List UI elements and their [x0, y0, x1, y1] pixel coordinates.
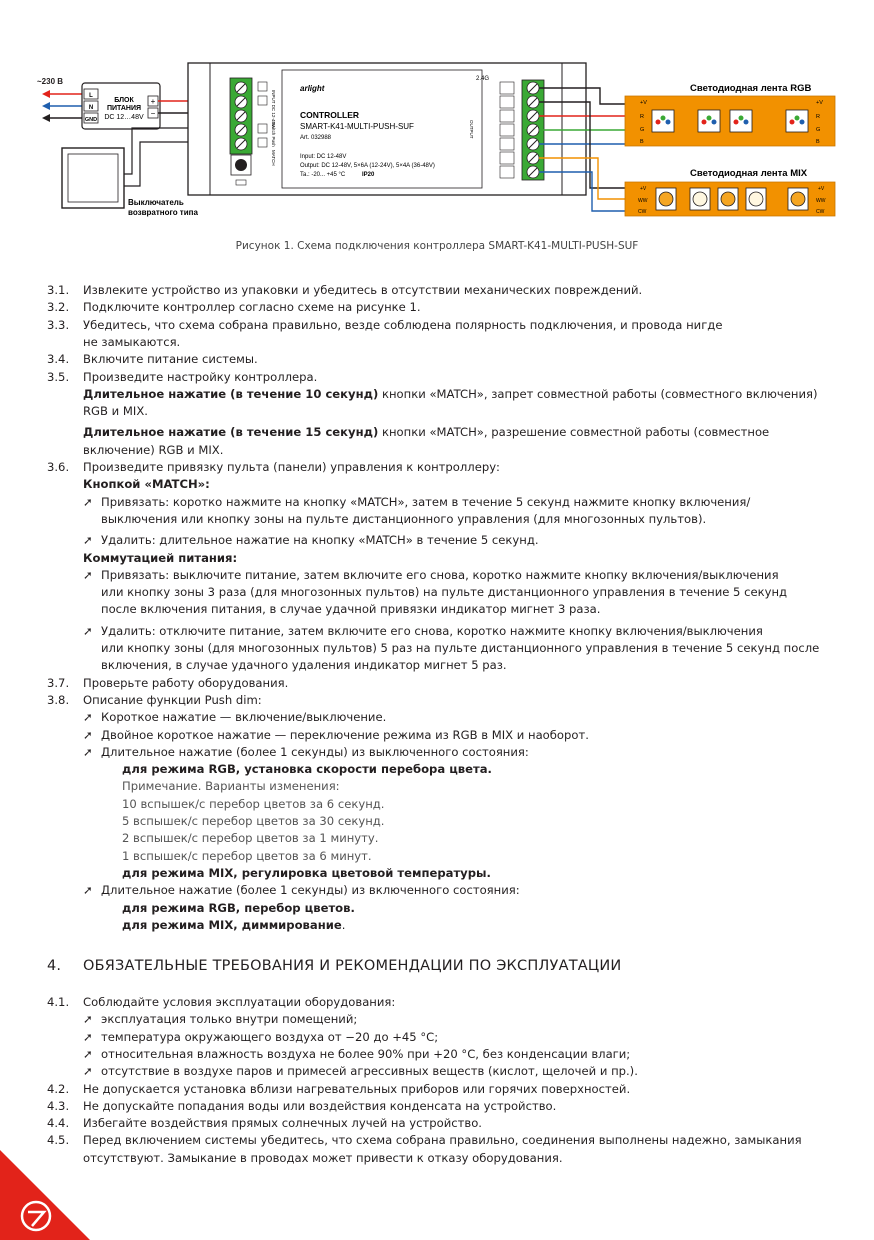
- push-switch: [62, 148, 198, 217]
- mix-strip-label: Светодиодная лента MIX: [690, 168, 808, 179]
- rgb-pin-v-right: +V: [816, 100, 823, 106]
- rgb-led-strip: [625, 96, 835, 146]
- mix-pin-cw-left: CW: [638, 209, 647, 215]
- switch-label-2: возвратного типа: [128, 208, 198, 217]
- arrow-bullet-icon: ➚: [83, 744, 93, 759]
- arrow-bullet-icon: ➚: [83, 1029, 93, 1044]
- psu-pin-L: L: [89, 93, 93, 99]
- output-side-label: OUTPUT: [469, 120, 474, 139]
- rgb-pin-r-right: R: [816, 114, 820, 120]
- mix-led-strip: [625, 182, 835, 216]
- mix-pin-ww-left: WW: [638, 198, 648, 204]
- mix-pin-cw-right: CW: [816, 209, 825, 215]
- section-heading: 4. ОБЯЗАТЕЛЬНЫЕ ТРЕБОВАНИЯ И РЕКОМЕНДАЦИИ ПО ЭКСПЛУАТАЦИИ: [47, 958, 622, 974]
- mix-pin-v-left: +V: [640, 186, 647, 192]
- controller-art: Art. 032988: [300, 135, 332, 141]
- arrow-bullet-icon: ➚: [83, 1046, 93, 1061]
- mains-label: ~230 В: [37, 77, 64, 86]
- switch-side-label: Switch Push: [271, 122, 276, 147]
- power-supply-block: [82, 83, 160, 129]
- arrow-bullet-icon: ➚: [83, 623, 93, 638]
- controller-device: [188, 63, 586, 195]
- arrow-bullet-icon: ➚: [83, 1064, 93, 1079]
- arrow-bullet-icon: ➚: [83, 533, 93, 548]
- match-side-label: MATCH: [271, 150, 276, 166]
- controller-output-spec: Output: DC 12-48V, 5×6A (12-24V), 5×4A (36-48V): [300, 163, 435, 169]
- arrow-bullet-icon: ➚: [83, 494, 93, 509]
- rgb-pin-v-left: +V: [640, 100, 647, 106]
- controller-input-spec: Input: DC 12-48V: [300, 154, 347, 160]
- arrow-bullet-icon: ➚: [83, 710, 93, 725]
- psu-plus: +: [150, 97, 156, 106]
- freq-label: 2.4G: [476, 76, 490, 82]
- input-side-label: INPUT DC 12-48V: [271, 90, 276, 127]
- connection-diagram: [0, 0, 874, 235]
- rgb-pin-b-left: B: [640, 139, 644, 145]
- psu-pin-N: N: [88, 105, 94, 111]
- controller-model: SMART-K41-MULTI-PUSH-SUF: [300, 122, 414, 131]
- controller-temp-spec: Ta.: -20... +45 °C: [300, 172, 346, 178]
- rgb-pin-b-right: B: [816, 139, 820, 145]
- corner-logo-icon: [0, 1150, 90, 1240]
- arrow-bullet-icon: ➚: [83, 567, 93, 582]
- psu-minus: −: [150, 109, 156, 118]
- mix-pin-ww-right: WW: [816, 198, 826, 204]
- psu-title-2: ПИТАНИЯ: [106, 105, 142, 112]
- psu-subtitle: DC 12…48V: [104, 114, 144, 121]
- rgb-strip-label: Светодиодная лента RGB: [690, 83, 812, 94]
- arrow-bullet-icon: ➚: [83, 883, 93, 898]
- controller-title: CONTROLLER: [300, 110, 360, 120]
- figure-caption: Рисунок 1. Схема подключения контроллера SMART-K41-MULTI-PUSH-SUF: [235, 240, 639, 252]
- psu-title-1: БЛОК: [114, 97, 134, 104]
- rgb-pin-g-left: G: [640, 127, 645, 133]
- mix-pin-v-right: +V: [818, 186, 825, 192]
- brand-logo: arlight: [300, 84, 325, 93]
- controller-ip: IP20: [362, 172, 375, 178]
- switch-label-1: Выключатель: [128, 198, 184, 207]
- arrow-bullet-icon: ➚: [83, 1012, 93, 1027]
- psu-pin-gnd: GND: [84, 117, 98, 123]
- arrow-bullet-icon: ➚: [83, 727, 93, 742]
- rgb-pin-r-left: R: [640, 114, 644, 120]
- rgb-pin-g-right: G: [816, 127, 821, 133]
